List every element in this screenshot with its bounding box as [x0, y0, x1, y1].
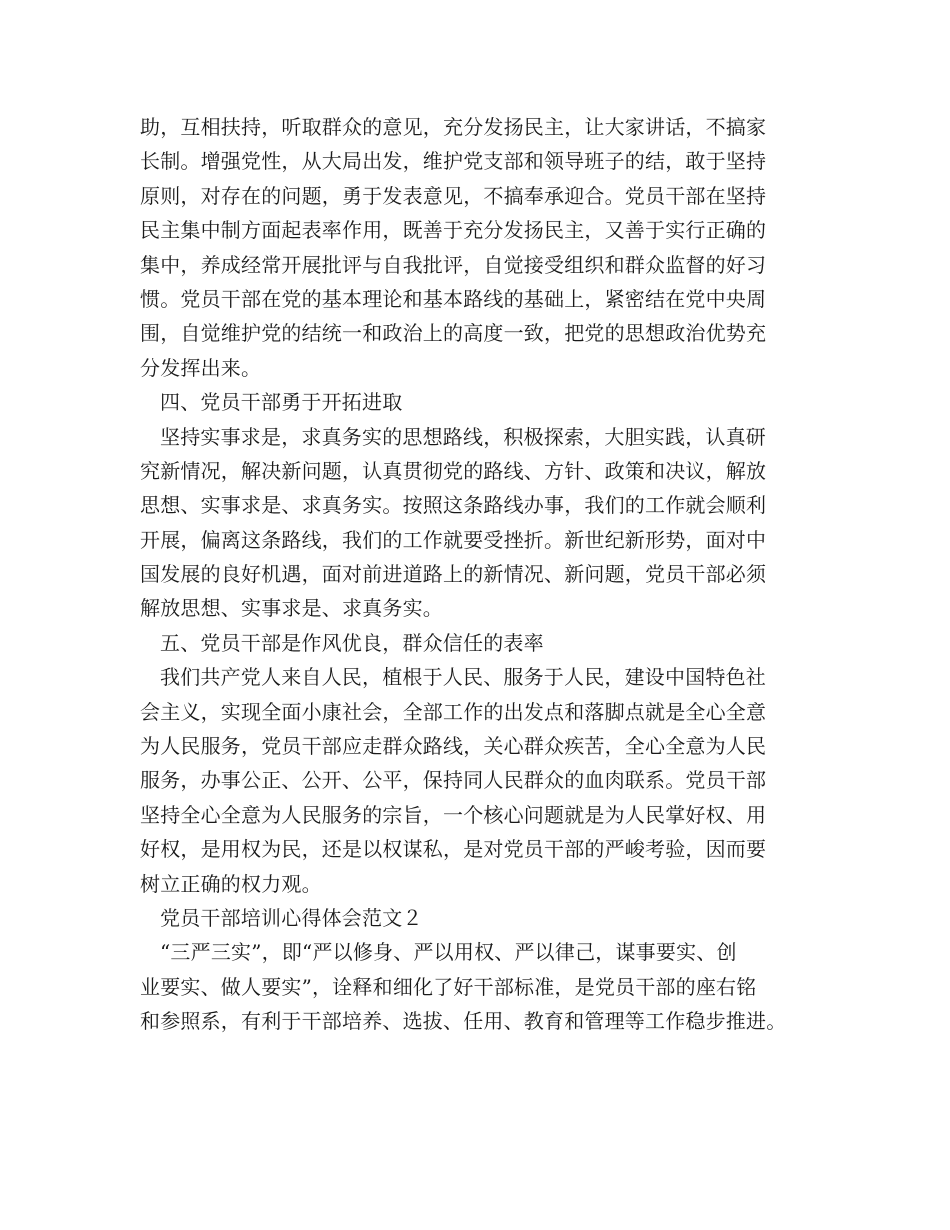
- text-line: 集中，养成经常开展批评与自我批评，自觉接受组织和群众监督的好习: [140, 252, 767, 277]
- text-line: 思想、实事求是、求真务实。按照这条路线办事，我们的工作就会顺利: [140, 493, 767, 518]
- article-title: 党员干部培训心得体会范文２: [160, 905, 423, 930]
- text-line: 我们共产党人来自人民，植根于人民、服务于人民，建设中国特色社: [160, 665, 766, 690]
- document-body: [140, 110, 840, 1039]
- text-line: 原则，对存在的问题，勇于发表意见，不搞奉承迎合。党员干部在坚持: [140, 183, 767, 208]
- text-line: 民主集中制方面起表率作用，既善于充分发扬民主，又善于实行正确的: [140, 218, 767, 243]
- text-line: 和参照系，有利于干部培养、选拔、任用、教育和管理等工作稳步推进。: [140, 1009, 787, 1034]
- text-line: 究新情况，解决新问题，认真贯彻党的路线、方针、政策和决议，解放: [140, 458, 767, 483]
- text-line: 解放思想、实事求是、求真务实。: [140, 596, 443, 621]
- text-line: 好权，是用权为民，还是以权谋私，是对党员干部的严峻考验，因而要: [140, 837, 767, 862]
- text-line: 为人民服务，党员干部应走群众路线，关心群众疾苦，全心全意为人民: [140, 734, 767, 759]
- text-line: 惯。党员干部在党的基本理论和基本路线的基础上，紧密结在党中央周: [140, 286, 767, 311]
- text-line: 围，自觉维护党的结统一和政治上的高度一致，把党的思想政治优势充: [140, 321, 767, 346]
- text-line: “三严三实”，即“严以修身、严以用权、严以律己，谋事要实、创: [160, 940, 737, 965]
- text-line: 长制。增强党性，从大局出发，维护党支部和领导班子的结，敢于坚持: [140, 149, 767, 174]
- text-line: 坚持全心全意为人民服务的宗旨，一个核心问题就是为人民掌好权、用: [140, 802, 767, 827]
- text-line: 业要实、做人要实”，诠释和细化了好干部标准，是党员干部的座右铭: [140, 974, 757, 999]
- text-line: 会主义，实现全面小康社会，全部工作的出发点和落脚点就是全心全意: [140, 699, 767, 724]
- text-line: 树立正确的权力观。: [140, 871, 322, 896]
- text-line: 开展，偏离这条路线，我们的工作就要受挫折。新世纪新形势，面对中: [140, 527, 767, 552]
- text-line: 分发挥出来。: [140, 355, 262, 380]
- text-line: 国发展的良好机遇，面对前进道路上的新情况、新问题，党员干部必须: [140, 562, 767, 587]
- section-heading: 五、党员干部是作风优良，群众信任的表率: [160, 630, 544, 655]
- text-line: 助，互相扶持，听取群众的意见，充分发扬民主，让大家讲话，不搞家: [140, 115, 767, 139]
- section-heading: 四、党员干部勇于开拓进取: [160, 390, 403, 415]
- text-line: 服务，办事公正、公开、公平，保持同人民群众的血肉联系。党员干部: [140, 768, 767, 793]
- text-line: 坚持实事求是，求真务实的思想路线，积极探索，大胆实践，认真研: [160, 424, 766, 449]
